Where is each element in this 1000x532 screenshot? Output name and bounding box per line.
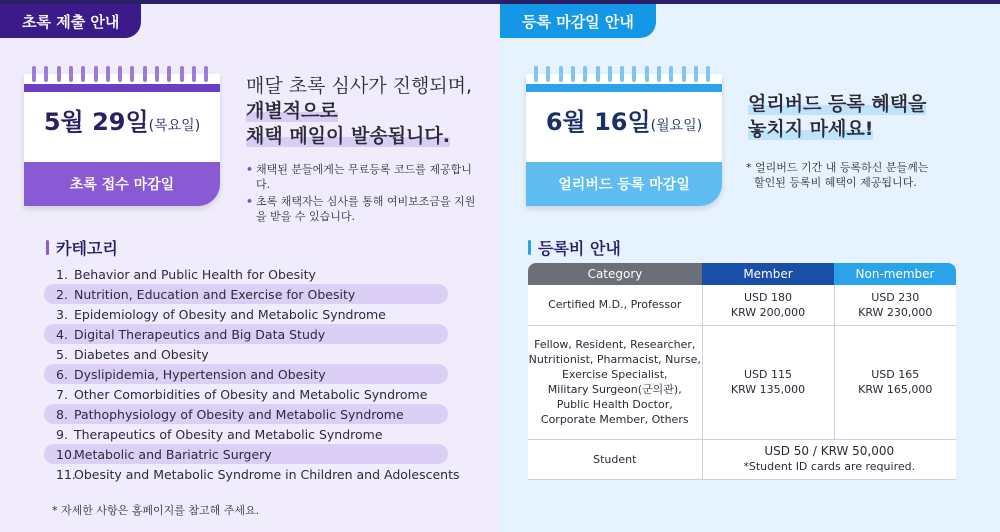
fee-table	[528, 263, 956, 480]
category-number: 10.	[56, 446, 76, 462]
abstract-section-title: 초록 제출 안내	[0, 4, 141, 38]
fee-nonmember: USD 230 KRW 230,000	[834, 285, 956, 325]
binder-ring-icon	[559, 66, 563, 82]
binder-ring-icon	[57, 66, 61, 82]
category-number: 8.	[56, 406, 68, 422]
binder-ring-icon	[118, 66, 122, 82]
binder-ring-icon	[106, 66, 110, 82]
category-item	[44, 324, 448, 344]
fee-member: USD 180 KRW 200,000	[702, 285, 834, 325]
earlybird-headline: 얼리버드 등록 혜택을 놓치지 마세요!	[748, 93, 927, 140]
binder-ring-icon	[669, 66, 673, 82]
category-item	[44, 264, 448, 284]
binder-ring-icon	[192, 66, 196, 82]
binder-ring-icon	[167, 66, 171, 82]
earlybird-deadline-calendar	[526, 74, 722, 206]
category-item	[44, 444, 448, 464]
category-item	[44, 284, 448, 304]
category-label: Obesity and Metabolic Syndrome in Children and Adolescents	[74, 466, 460, 482]
category-label: Other Comorbidities of Obesity and Metabolic Syndrome	[74, 386, 428, 402]
fee-member: USD 115 KRW 135,000	[702, 325, 834, 439]
fee-category: Certified M.D., Professor	[528, 285, 702, 325]
binder-ring-icon	[44, 66, 48, 82]
binder-ring-icon	[706, 66, 710, 82]
homepage-footnote: * 자세한 사항은 홈페이지를 참고해 주세요.	[52, 504, 260, 517]
category-number: 2.	[56, 286, 68, 302]
category-label: Dyslipidemia, Hypertension and Obesity	[74, 366, 326, 382]
binder-ring-icon	[694, 66, 698, 82]
binder-ring-icon	[180, 66, 184, 82]
category-number: 6.	[56, 366, 68, 382]
abstract-deadline-label: 초록 접수 마감일	[24, 162, 220, 206]
earlybird-deadline-date: 6월 16일(월요일)	[545, 108, 703, 136]
abstract-notes	[246, 162, 482, 226]
fee-category: Student	[528, 439, 702, 479]
category-item	[44, 424, 448, 444]
abstract-note: • 채택된 분들에게는 무료등록 코드를 제공합니다.	[246, 162, 482, 192]
binder-ring-icon	[143, 66, 147, 82]
binder-ring-icon	[682, 66, 686, 82]
header-nonmember: Non-member	[834, 263, 956, 285]
binder-ring-icon	[69, 66, 73, 82]
category-label: Metabolic and Bariatric Surgery	[74, 446, 272, 462]
earlybird-note: * 얼리버드 기간 내 등록하신 분들께는 할인된 등록비 혜택이 제공됩니다.	[746, 161, 929, 189]
category-number: 5.	[56, 346, 68, 362]
category-label: Nutrition, Education and Exercise for Obesity	[74, 286, 356, 302]
binder-ring-icon	[81, 66, 85, 82]
category-item	[44, 364, 448, 384]
category-label: Behavior and Public Health for Obesity	[74, 266, 316, 282]
table-row	[528, 285, 956, 325]
binder-ring-icon	[645, 66, 649, 82]
fee-category: Fellow, Resident, Researcher, Nutritionist, Pharmacist, Nurse, Exercise Specialist, Military Surgeon(군의관), Public Health Doctor, Corporate Member, Others	[528, 325, 702, 439]
binder-ring-icon	[155, 66, 159, 82]
binder-ring-icon	[204, 66, 208, 82]
category-label: Pathophysiology of Obesity and Metabolic Syndrome	[74, 406, 404, 422]
header-member: Member	[702, 263, 834, 285]
category-label: Digital Therapeutics and Big Data Study	[74, 326, 326, 342]
category-label: Epidemiology of Obesity and Metabolic Syndrome	[74, 306, 386, 322]
binder-ring-icon	[32, 66, 36, 82]
header-category: Category	[528, 263, 702, 285]
category-item	[44, 384, 448, 404]
category-number: 9.	[56, 426, 68, 442]
binder-ring-icon	[632, 66, 636, 82]
binder-ring-icon	[94, 66, 98, 82]
category-item	[44, 464, 460, 484]
fee-student: USD 50 / KRW 50,000 *Student ID cards are required.	[702, 439, 956, 479]
binder-ring-icon	[571, 66, 575, 82]
table-row	[528, 439, 956, 479]
abstract-deadline-calendar	[24, 74, 220, 206]
abstract-note: • 초록 채택자는 심사를 통해 여비보조금을 지원을 받을 수 있습니다.	[246, 194, 482, 224]
category-item	[44, 404, 448, 424]
earlybird-deadline-label: 얼리버드 등록 마감일	[526, 162, 722, 206]
binder-ring-icon	[534, 66, 538, 82]
category-list	[44, 264, 460, 484]
abstract-deadline-date: 5월 29일(목요일)	[43, 108, 201, 136]
fee-nonmember: USD 165 KRW 165,000	[834, 325, 956, 439]
binder-ring-icon	[583, 66, 587, 82]
abstract-headline: 매달 초록 심사가 진행되며, 개별적으로 채택 메일이 발송됩니다.	[246, 75, 473, 147]
binder-ring-icon	[608, 66, 612, 82]
table-row	[528, 325, 956, 439]
category-heading: 카테고리	[46, 236, 118, 259]
binder-ring-icon	[657, 66, 661, 82]
category-label: Therapeutics of Obesity and Metabolic Syndrome	[74, 426, 383, 442]
binder-ring-icon	[620, 66, 624, 82]
category-label: Diabetes and Obesity	[74, 346, 209, 362]
fee-heading: 등록비 안내	[528, 236, 621, 259]
binder-ring-icon	[130, 66, 134, 82]
category-item	[44, 344, 448, 364]
registration-section-title: 등록 마감일 안내	[500, 4, 656, 38]
category-number: 7.	[56, 386, 68, 402]
category-item	[44, 304, 448, 324]
category-number: 11.	[56, 466, 76, 482]
binder-ring-icon	[596, 66, 600, 82]
category-number: 3.	[56, 306, 68, 322]
category-number: 4.	[56, 326, 68, 342]
binder-ring-icon	[546, 66, 550, 82]
category-number: 1.	[56, 266, 68, 282]
